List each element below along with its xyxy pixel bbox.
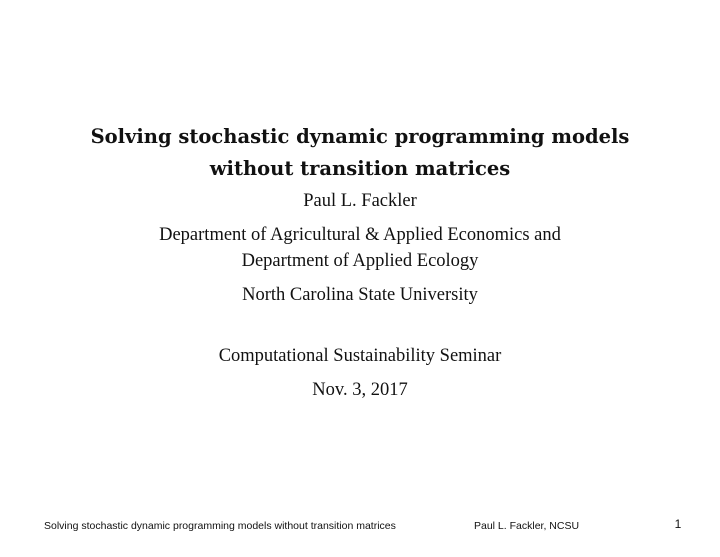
affiliation-line-1: Department of Agricultural & Applied Economics and [159,225,561,245]
slide-title [40,121,680,185]
event-date: Nov. 3, 2017 [312,380,408,400]
slide-title-line-1: Solving stochastic dynamic programming models [90,125,630,148]
page-number: 1 [674,517,682,531]
footer-title: Solving stochastic dynamic programming models without transition matrices [44,520,396,532]
footer-author: Paul L. Fackler, NCSU [474,520,580,532]
affiliation [40,222,680,274]
affiliation-line-2: Department of Applied Ecology [241,251,479,271]
author-name: Paul L. Fackler [303,191,417,211]
event-name: Computational Sustainability Seminar [218,346,502,366]
university-name: North Carolina State University [242,285,478,305]
slide-title-line-2: without transition matrices [209,157,511,180]
